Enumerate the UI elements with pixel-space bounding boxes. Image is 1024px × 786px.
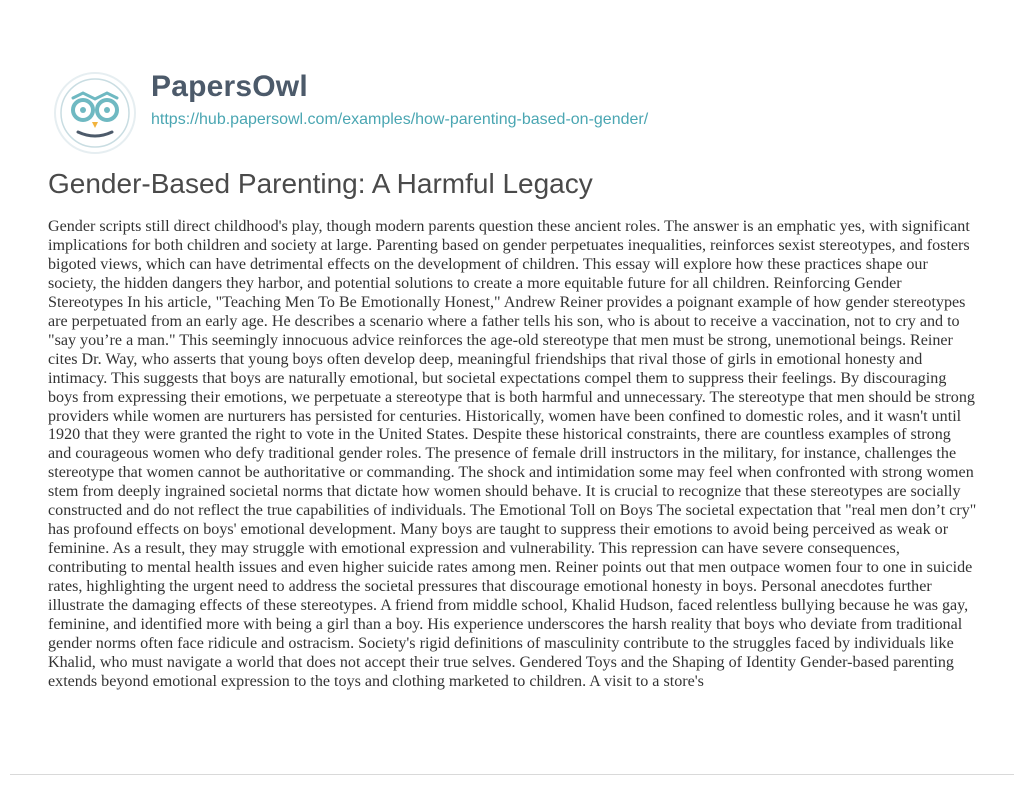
bottom-divider — [10, 774, 1014, 775]
brand-name[interactable]: PapersOwl — [151, 70, 308, 103]
owl-logo-icon — [48, 66, 142, 160]
essay-title: Gender-Based Parenting: A Harmful Legacy — [48, 168, 593, 199]
site-header — [48, 36, 948, 136]
page-url[interactable]: https://hub.papersowl.com/examples/how-parenting-based-on-gender/ — [151, 111, 649, 128]
essay-body: Gender scripts still direct childhood's play, though modern parents question these ancient roles. The answer is an emphatic yes, with significant implications for both children and society at large. Parenting based on gender perpetuates inequalities, reinforces sexist stereotypes, and fosters bigoted views, which can have detrimental effects on the development of children. This essay will explore how these practices shape our society, the hidden dangers they harbor, and potential solutions to create a more equitable future for all children. Reinforcing Gender Stereotypes In his article, "Teaching Men To Be Emotionally Honest," Andrew Reiner provides a poignant example of how gender stereotypes are perpetuated from an early age. He describes a scenario where a father tells his son, who is about to receive a vaccination, not to cry and to "say you’re a man." This seemingly innocuous advice reinforces the age-old stereotype that men must be strong, unemotional beings. Reiner cites Dr. Way, who asserts that young boys often develop deep, meaningful friendships that rival those of girls in emotional honesty and intimacy. This suggests that boys are naturally emotional, but societal expectations compel them to suppress their feelings. By discouraging boys from expressing their emotions, we perpetuate a stereotype that is both harmful and unnecessary. The stereotype that men should be strong providers while women are nurturers has persisted for centuries. Historically, women have been confined to domestic roles, and it wasn't until 1920 that they were granted the right to vote in the United States. Despite these historical constraints, there are countless examples of strong and courageous women who defy traditional gender roles. The presence of female drill instructors in the military, for instance, challenges the stereotype that women cannot be authoritative or commanding. The shock and intimidation some may feel when confronted with strong women stem from deeply ingrained societal norms that dictate how women should behave. It is crucial to recognize that these stereotypes are socially constructed and do not reflect the true capabilities of individuals. The Emotional Toll on Boys The societal expectation that "real men don’t cry" has profound effects on boys' emotional development. Many boys are taught to suppress their emotions to avoid being perceived as weak or feminine. As a result, they may struggle with emotional expression and vulnerability. This repression can have severe consequences, contributing to mental health issues and even higher suicide rates among men. Reiner points out that men outpace women four to one in suicide rates, highlighting the urgent need to address the societal pressures that discourage emotional honesty in boys. Personal anecdotes further illustrate the damaging effects of these stereotypes. A friend from middle school, Khalid Hudson, faced relentless bullying because he was gay, feminine, and identified more with being a girl than a boy. His experience underscores the harsh reality that boys who deviate from traditional gender norms often face ridicule and ostracism. Society's rigid definitions of masculinity contribute to the struggles faced by individuals like Khalid, who must navigate a world that does not accept their true selves. Gendered Toys and the Shaping of Identity Gender-based parenting extends beyond emotional expression to the toys and clothing marketed to children. A visit to a store's — [48, 218, 977, 690]
